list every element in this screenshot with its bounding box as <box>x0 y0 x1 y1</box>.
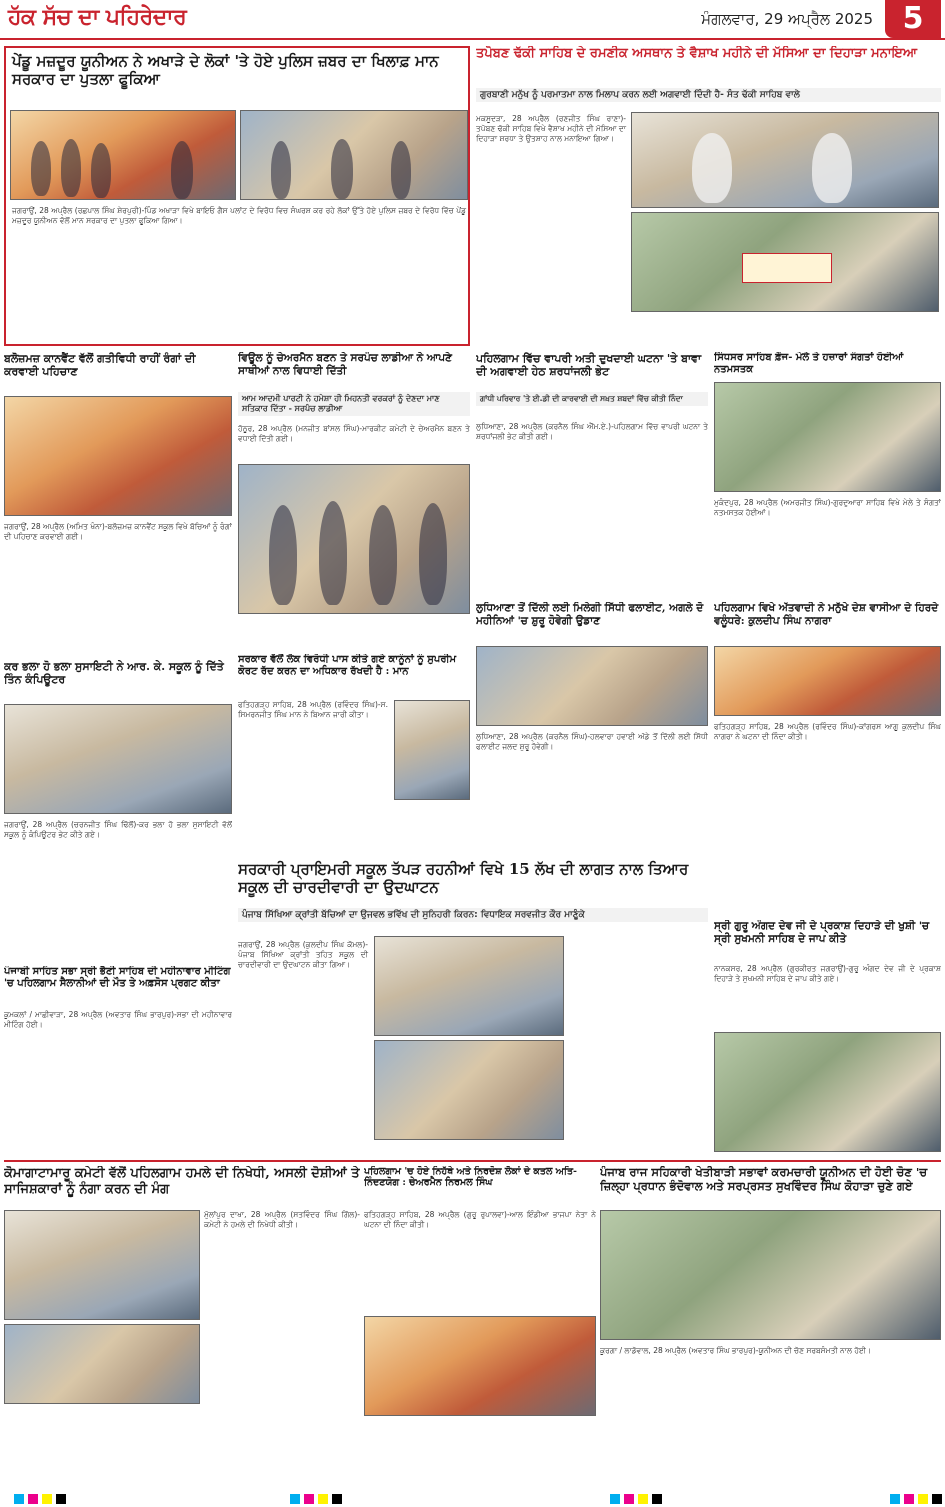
article-school-wall <box>238 860 708 1152</box>
article-protest <box>4 46 470 346</box>
article-supreme-court-mann <box>238 654 470 854</box>
print-registration-marks <box>0 1492 945 1506</box>
article-headline: ਸਰਕਾਰੀ ਪ੍ਰਾਇਮਰੀ ਸਕੂਲ ਤੱਪੜ ਰਹਨੀਆਂ ਵਿਖੇ 15 ਲੱਖ ਦੀ ਲਾਗਤ ਨਾਲ ਤਿਆਰ ਸਕੂਲ ਦੀ ਚਾਰਦੀਵਾਰੀ ਦਾ ਉਦਘਾਟਨ <box>238 860 689 896</box>
article-headline: ਪੰਜਾਬ ਰਾਜ ਸਹਿਕਾਰੀ ਖੇਤੀਬਾੜੀ ਸਭਾਵਾਂ ਕਰਮਚਾਰੀ ਯੂਨੀਅਨ ਦੀ ਹੋਈ ਚੋਣ 'ਚ ਜ਼ਿਲ੍ਹਾ ਪ੍ਰਧਾਨ ਭੰਦੋਵਾਲ ਅਤੇ ਸਰਪ੍ਰਸਤ ਸੁਖਵਿੰਦਰ ਸਿੰਘ ਕੋਹਾੜਾ ਚੁਣੇ ਗਏ <box>600 1166 928 1193</box>
article-subhead: ਪੰਜਾਬ ਸਿੱਖਿਆ ਕ੍ਰਾਂਤੀ ਬੱਚਿਆਂ ਦਾ ਉਜਵਲ ਭਵਿੱਖ ਦੀ ਸੁਨਿਹਰੀ ਕਿਰਨ: ਵਿਧਾਇਕ ਸਰਵਜੀਤ ਕੌਰ ਮਾਣੂੰਕੇ <box>238 908 708 922</box>
article-dhakki-sahib <box>476 46 941 346</box>
article-headline: ਪਹਿਲਗਾਮ ਵਿੱਚ ਵਾਪਰੀ ਅਤੀ ਦੁਖਦਾਈ ਘਟਨਾ 'ਤੇ ਬਾਵਾ ਦੀ ਅਗਵਾਈ ਹੇਠ ਸ਼ਰਧਾਂਜਲੀ ਭੇਟ <box>476 352 702 379</box>
article-headline: ਸ੍ਰੀ ਗੁਰੂ ਅੰਗਦ ਦੇਵ ਜੀ ਦੇ ਪ੍ਰਕਾਸ਼ ਦਿਹਾੜੇ ਦੀ ਖੁਸ਼ੀ 'ਚ ਸ੍ਰੀ ਸੁਖਮਨੀ ਸਾਹਿਬ ਦੇ ਜਾਪ ਕੀਤੇ <box>714 920 930 945</box>
article-nirmal-singh <box>364 1166 596 1488</box>
masthead <box>0 0 945 40</box>
article-subhead: ਗਾਂਧੀ ਪਰਿਵਾਰ 'ਤੇ ਈ.ਡੀ ਦੀ ਕਾਰਵਾਈ ਦੀ ਸਖ਼ਤ ਸ਼ਬਦਾਂ ਵਿੱਚ ਕੀਤੀ ਨਿੰਦਾ <box>476 392 708 406</box>
article-photo <box>714 646 941 716</box>
article-headline: ਤਪੋਬਣ ਢੱਕੀ ਸਾਹਿਬ ਦੇ ਰਮਣੀਕ ਅਸਥਾਨ ਤੇ ਵੈਸ਼ਾਖ ਮਹੀਨੇ ਦੀ ਮੱਸਿਆ ਦਾ ਦਿਹਾੜਾ ਮਨਾਇਆ <box>476 46 917 61</box>
article-komagatamaru <box>4 1166 360 1488</box>
article-photo <box>4 396 232 516</box>
article-body: ਜਗਰਾਉਂ, 28 ਅਪ੍ਰੈਲ (ਕੁਲਦੀਪ ਸਿੰਘ ਕੋਮਲ)-ਪੰਜਾਬ ਸਿੱਖਿਆ ਕ੍ਰਾਂਤੀ ਤਹਿਤ ਸਕੂਲ ਦੀ ਚਾਰਦੀਵਾਰੀ ਦਾ ਉਦਘਾਟਨ ਕੀਤਾ ਗਿਆ। <box>238 940 368 970</box>
article-photo <box>631 212 939 312</box>
article-body: ਜਗਰਾਉਂ, 28 ਅਪ੍ਰੈਲ (ਅਮਿਤ ਖੰਨਾ)-ਬਲੋਜ਼ਮਜ਼ ਕਾਨਵੈਂਟ ਸਕੂਲ ਵਿਖੇ ਬੱਚਿਆਂ ਨੂੰ ਰੰਗਾਂ ਦੀ ਪਹਿਚਾਣ ਕਰਵਾਈ ਗਈ। <box>4 522 232 542</box>
article-photo <box>4 704 232 814</box>
article-body: ਫਤਿਹਗੜ੍ਹ ਸਾਹਿਬ, 28 ਅਪ੍ਰੈਲ (ਗੁਰੂ ਰੁਪਾਲਵਾ)-ਆਲ ਇੰਡੀਆ ਭਾਜਪਾ ਨੇਤਾ ਨੇ ਘਟਨਾ ਦੀ ਨਿੰਦਾ ਕੀਤੀ। <box>364 1210 596 1230</box>
article-body: ਜਗਰਾਉਂ, 28 ਅਪ੍ਰੈਲ (ਰਛਪਾਲ ਸਿੰਘ ਸ਼ੇਰਪੁਰੀ)-ਪਿੰਡ ਅਖਾੜਾ ਵਿਖੇ ਬਾਇਓ ਗੈਸ ਪਲਾਂਟ ਦੇ ਵਿਰੋਧ ਵਿਚ ਸੰਘਰਸ਼ ਕਰ ਰਹੇ ਲੋਕਾਂ ਉੱਤੇ ਹੋਏ ਪੁਲਿਸ ਜ਼ਬਰ ਦੇ ਵਿਰੋਧ ਵਿੱਚ ਪੇਂਡੂ ਮਜ਼ਦੂਰ ਯੂਨੀਅਨ ਵੱਲੋਂ ਮਾਨ ਸਰਕਾਰ ਦਾ ਪੁਤਲਾ ਫੂਕਿਆ ਗਿਆ। <box>12 206 466 226</box>
article-photo <box>4 1324 200 1404</box>
article-photo <box>476 646 708 726</box>
article-headline: ਬਲੋਜ਼ਮਜ਼ ਕਾਨਵੈਂਟ ਵੱਲੋਂ ਗਤੀਵਿਧੀ ਰਾਹੀਂ ਰੰਗਾਂ ਦੀ ਕਰਵਾਈ ਪਹਿਚਾਣ <box>4 352 196 379</box>
article-photo <box>4 1210 200 1320</box>
article-body: ਲੁਧਿਆਣਾ, 28 ਅਪ੍ਰੈਲ (ਕਰਨੈਲ ਸਿੰਘ)-ਹਲਵਾਰਾ ਹਵਾਈ ਅੱਡੇ ਤੋਂ ਦਿੱਲੀ ਲਈ ਸਿੱਧੀ ਫਲਾਈਟ ਜਲਦ ਸ਼ੁਰੂ ਹੋਵੇਗੀ। <box>476 732 708 752</box>
article-body: ਜਗਰਾਉਂ, 28 ਅਪ੍ਰੈਲ (ਚਰਨਜੀਤ ਸਿੰਘ ਢਿੱਲੋਂ)-ਕਰ ਭਲਾ ਹੋ ਭਲਾ ਸੁਸਾਇਟੀ ਵੱਲੋਂ ਸਕੂਲ ਨੂੰ ਕੰਪਿਊਟਰ ਭੇਟ ਕੀਤੇ ਗਏ। <box>4 820 232 840</box>
article-headline: ਕੋਮਾਗਾਟਾਮਾਰੂ ਕਮੇਟੀ ਵੱਲੋਂ ਪਹਿਲਗਾਮ ਹਮਲੇ ਦੀ ਨਿਖੇਧੀ, ਅਸਲੀ ਦੋਸ਼ੀਆਂ ਤੇ ਸਾਜਿਸ਼ਕਾਰਾਂ ਨੂੰ ਨੰਗਾ ਕਰਨ ਦੀ ਮੰਗ <box>4 1166 360 1197</box>
article-photo <box>631 112 939 208</box>
article-ludhiana-flight <box>476 602 708 854</box>
article-subhead: ਗੁਰਬਾਣੀ ਮਨੁੱਖ ਨੂੰ ਪਰਮਾਤਮਾ ਨਾਲ ਮਿਲਾਪ ਕਰਨ ਲਈ ਅਗਵਾਈ ਦਿੰਦੀ ਹੈ- ਸੰਤ ਢੱਕੀ ਸਾਹਿਬ ਵਾਲੇ <box>476 88 941 102</box>
article-nagra-statement <box>714 602 941 854</box>
article-subhead: ਆਮ ਆਦਮੀ ਪਾਰਟੀ ਨੇ ਹਮੇਸ਼ਾ ਹੀ ਮਿਹਨਤੀ ਵਰਕਰਾਂ ਨੂੰ ਦੇਣਦਾ ਮਾਣ ਸਤਿਕਾਰ ਦਿੱਤਾ - ਸਰਪੰਚ ਲਾਡੀਆ <box>238 392 470 416</box>
article-computers-donation <box>4 660 232 960</box>
article-body: ਕੂਮਕਲਾਂ / ਮਾਛੀਵਾੜਾ, 28 ਅਪ੍ਰੈਲ (ਅਵਤਾਰ ਸਿੰਘ ਭਾਰਪੁਰ)-ਸਭਾ ਦੀ ਮਹੀਨਾਵਾਰ ਮੀਟਿੰਗ ਹੋਈ। <box>4 1010 232 1030</box>
article-body: ਹੱਠੂਰ, 28 ਅਪ੍ਰੈਲ (ਮਨਜੀਤ ਬਾਂਸਲ ਸਿੰਘ)-ਮਾਰਕੀਟ ਕਮੇਟੀ ਦੇ ਚੇਅਰਮੈਨ ਬਣਨ ਤੇ ਵਧਾਈ ਦਿੱਤੀ ਗਈ। <box>238 424 470 444</box>
page-number: 5 <box>885 0 941 38</box>
newspaper-title: ਹੱਕ ਸੱਚ ਦਾ ਪਹਿਰੇਦਾਰ <box>8 4 187 30</box>
article-sindhsar-mela <box>714 352 941 598</box>
article-photo <box>714 1032 941 1152</box>
article-body: ਮੁੱਲਾਂਪੁਰ ਦਾਖਾ, 28 ਅਪ੍ਰੈਲ (ਸਤਵਿੰਦਰ ਸਿੰਘ ਗਿੱਲ)-ਕਮੇਟੀ ਨੇ ਹਮਲੇ ਦੀ ਨਿਖੇਧੀ ਕੀਤੀ। <box>204 1210 360 1230</box>
article-photo <box>374 936 564 1036</box>
article-headline: ਪੰਜਾਬੀ ਸਾਹਿਤ ਸਭਾ ਸ੍ਰੀ ਭੈਣੀ ਸਾਹਿਬ ਦੀ ਮਹੀਨਾਵਾਰ ਮੀਟਿੰਗ 'ਚ ਪਹਿਲਗਾਮ ਸੈਲਾਨੀਆਂ ਦੀ ਮੌਤ ਤੇ ਅਫ਼ਸੋਸ ਪ੍ਰਗਟ ਕੀਤਾ <box>4 966 231 989</box>
article-headline: ਸਰਕਾਰ ਵੱਲੋਂ ਲੋਕ ਵਿਰੋਧੀ ਪਾਸ ਕੀਤੇ ਗਏ ਕਾਨੂੰਨਾਂ ਨੂੰ ਸੁਪਰੀਮ ਕੋਰਟ ਰੱਦ ਕਰਨ ਦਾ ਅਧਿਕਾਰ ਰੱਖਦੀ ਹੈ : ਮਾਨ <box>238 654 457 677</box>
article-headline: ਲੁਧਿਆਣਾ ਤੋਂ ਦਿੱਲੀ ਲਈ ਮਿਲੇਗੀ ਸਿੱਧੀ ਫਲਾਈਟ, ਅਗਲੇ ਦੋ ਮਹੀਨਿਆਂ 'ਚ ਸ਼ੁਰੂ ਹੋਵੇਗੀ ਉਡਾਣ <box>476 602 704 627</box>
article-body: ਕੂਰਗਾ / ਲਾਡੋਵਾਲ, 28 ਅਪ੍ਰੈਲ (ਅਵਤਾਰ ਸਿੰਘ ਭਾਰਪੁਰ)-ਯੂਨੀਅਨ ਦੀ ਚੋਣ ਸਰਬਸੰਮਤੀ ਨਾਲ ਹੋਈ। <box>600 1346 871 1355</box>
article-body: ਮਕਸੂਦੜਾ, 28 ਅਪ੍ਰੈਲ (ਰਣਜੀਤ ਸਿੰਘ ਰਾਣਾ)- ਤਪੋਬਣ ਢੱਕੀ ਸਾਹਿਬ ਵਿਖੇ ਵੈਸ਼ਾਖ ਮਹੀਨੇ ਦੀ ਮੱਸਿਆ ਦਾ ਦਿਹਾੜਾ ਸ਼ਰਧਾ ਤੇ ਉਤਸ਼ਾਹ ਨਾਲ ਮਨਾਇਆ ਗਿਆ। <box>476 114 626 144</box>
article-headline: ਪਹਿਲਗਾਮ 'ਚ ਹੋਏ ਨਿਹੱਥੇ ਅਤੇ ਨਿਰਦੋਸ਼ ਲੋਕਾਂ ਦੇ ਕਤਲ ਅਤਿ-ਨਿੰਦਣਯੋਗ : ਚੇਅਰਮੈਨ ਨਿਰਮਲ ਸਿੰਘ <box>364 1166 577 1189</box>
article-cooperative-union <box>600 1166 941 1488</box>
article-body: ਫਤਿਹਗੜ੍ਹ ਸਾਹਿਬ, 28 ਅਪ੍ਰੈਲ (ਰਵਿੰਦਰ ਸਿੰਘ)-ਕਾਂਗਰਸ ਆਗੂ ਕੁਲਦੀਪ ਸਿੰਘ ਨਾਗਰਾ ਨੇ ਘਟਨਾ ਦੀ ਨਿੰਦਾ ਕੀਤੀ। <box>714 722 941 742</box>
section-divider <box>4 1160 941 1162</box>
article-blossoms-convent <box>4 352 232 656</box>
article-pahalgam-tribute <box>476 352 708 598</box>
article-sukhmani-sahib <box>714 920 941 1156</box>
article-photo <box>10 110 236 200</box>
article-photo <box>600 1210 941 1340</box>
article-headline: ਕਰ ਭਲਾ ਹੋ ਭਲਾ ਸੁਸਾਇਟੀ ਨੇ ਆਰ. ਕੇ. ਸਕੂਲ ਨੂੰ ਦਿੱਤੇ ਤਿੰਨ ਕੰਪਿਊਟਰ <box>4 660 224 687</box>
article-chairman-wishes <box>238 352 470 648</box>
article-photo <box>238 464 470 614</box>
article-headline: ਪਹਿਲਗਾਮ ਵਿਖੇ ਅੱਤਵਾਦੀ ਨੇ ਮਨੁੱਖੇ ਦੇਸ਼ ਵਾਸੀਆ ਦੇ ਹਿਰਦੇ ਵਲੂੰਧਰੇ: ਕੁਲਦੀਪ ਸਿੰਘ ਨਾਗਰਾ <box>714 602 939 627</box>
article-body: ਨਾਨਕਸਰ, 28 ਅਪ੍ਰੈਲ (ਗੁਰਕੀਰਤ ਜਗਰਾਉਂ)-ਗੁਰੂ ਅੰਗਦ ਦੇਵ ਜੀ ਦੇ ਪ੍ਰਕਾਸ਼ ਦਿਹਾੜੇ ਤੇ ਸੁਖਮਨੀ ਸਾਹਿਬ ਦੇ ਜਾਪ ਕੀਤੇ ਗਏ। <box>714 964 941 984</box>
article-body: ਲੁਧਿਆਣਾ, 28 ਅਪ੍ਰੈਲ (ਕਰਨੈਲ ਸਿੰਘ ਐੱਮ.ਏ.)-ਪਹਿਲਗਾਮ ਵਿੱਚ ਵਾਪਰੀ ਘਟਨਾ ਤੇ ਸ਼ਰਧਾਂਜਲੀ ਭੇਟ ਕੀਤੀ ਗਈ। <box>476 422 708 442</box>
article-photo <box>374 1040 564 1140</box>
article-headline: ਵਿਊਲ ਨੂੰ ਚੇਅਰਮੈਨ ਬਣਨ ਤੇ ਸਰਪੰਚ ਲਾਡੀਆ ਨੇ ਆਪਣੇ ਸਾਥੀਆਂ ਨਾਲ ਵਿਧਾਈ ਦਿੱਤੀ <box>238 352 452 377</box>
issue-date: ਮੰਗਲਵਾਰ, 29 ਅਪ੍ਰੈਲ 2025 <box>701 10 873 28</box>
article-photo <box>714 382 941 492</box>
article-headline: ਸਿੰਧਸਰ ਸਾਹਿਬ ਫ਼ੌਜ- ਮੇਲੇ ਤੇ ਹਜ਼ਾਰਾਂ ਸੰਗਤਾਂ ਹੋਈਆਂ ਨਤਮਸਤਕ <box>714 352 904 375</box>
article-body: ਫਤਿਹਗੜ੍ਹ ਸਾਹਿਬ, 28 ਅਪ੍ਰੈਲ (ਰਵਿੰਦਰ ਸਿੰਘ)-ਸ. ਸਿਮਰਨਜੀਤ ਸਿੰਘ ਮਾਨ ਨੇ ਬਿਆਨ ਜਾਰੀ ਕੀਤਾ। <box>238 700 388 720</box>
article-photo <box>240 110 468 200</box>
article-photo <box>364 1316 596 1416</box>
article-photo <box>394 700 470 800</box>
article-headline: ਪੇਂਡੂ ਮਜ਼ਦੂਰ ਯੂਨੀਅਨ ਨੇ ਅਖਾੜੇ ਦੇ ਲੋਕਾਂ 'ਤੇ ਹੋਏ ਪੁਲਿਸ ਜ਼ਬਰ ਦਾ ਖਿਲਾਫ਼ ਮਾਨ ਸਰਕਾਰ ਦਾ ਪੁਤਲਾ ਫੂਕਿਆ <box>12 52 439 88</box>
article-body: ਮੁਕੰਦਪੁਰ, 28 ਅਪ੍ਰੈਲ (ਅਮਰਜੀਤ ਸਿੰਘ)-ਗੁਰਦੁਆਰਾ ਸਾਹਿਬ ਵਿਖੇ ਮੇਲੇ ਤੇ ਸੰਗਤਾਂ ਨਤਮਸਤਕ ਹੋਈਆਂ। <box>714 498 941 518</box>
article-sahit-sabha <box>4 966 232 1156</box>
